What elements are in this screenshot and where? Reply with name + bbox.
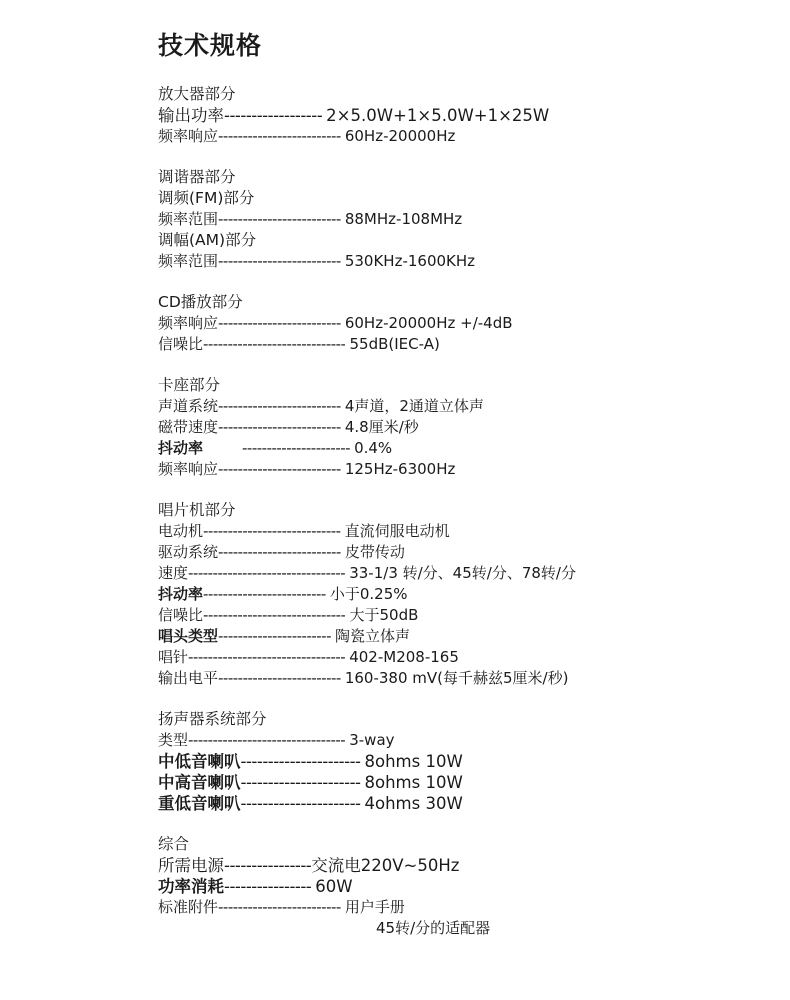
spec-label: 唱针 <box>158 648 189 666</box>
spec-label: 抖动率 <box>158 585 204 603</box>
sub-heading-fm: 调频(FM)部分 <box>158 189 255 207</box>
section-tuner <box>158 167 758 272</box>
leader-dashes: ------------------------- <box>218 127 341 145</box>
sub-heading-am: 调幅(AM)部分 <box>158 231 257 249</box>
spec-value: 用户手册 <box>344 898 405 916</box>
leader-dashes: ------------------------- <box>218 898 341 916</box>
spec-label: 驱动系统 <box>158 543 219 561</box>
spec-row <box>158 209 758 230</box>
spec-value: 8ohms 10W <box>364 773 463 792</box>
leader-dashes: ------------------------- <box>218 252 341 270</box>
spec-value: 60Hz-20000Hz <box>344 127 456 145</box>
spec-label: 重低音喇叭 <box>158 794 241 813</box>
section-cd <box>158 292 758 355</box>
spec-label: 磁带速度 <box>158 418 219 436</box>
leader-dashes: ------------------------- <box>218 460 341 478</box>
spec-value: 60W <box>315 877 353 896</box>
section-heading: CD播放部分 <box>158 293 243 311</box>
spec-label: 信噪比 <box>158 335 204 353</box>
spec-row <box>158 605 758 626</box>
spec-row <box>158 313 758 334</box>
leader-dashes: ---------------------- <box>240 752 361 771</box>
spec-value-continuation: 45转/分的适配器 <box>376 919 491 937</box>
section-amplifier <box>158 84 758 147</box>
leader-dashes: ----------------------------- <box>203 606 346 624</box>
spec-value: 直流伺服电动机 <box>344 522 450 540</box>
spec-row <box>158 668 758 689</box>
spec-row <box>158 251 758 272</box>
spec-value: 160-380 mV(每千赫兹5厘米/秒) <box>344 669 569 687</box>
spec-value: 33-1/3 转/分、45转/分、78转/分 <box>349 564 576 582</box>
spec-label: 频率响应 <box>158 460 219 478</box>
spec-row <box>158 563 758 584</box>
section-speaker <box>158 709 758 814</box>
spec-row <box>158 772 758 793</box>
leader-dashes: ---------------- <box>224 877 312 896</box>
leader-dashes: ------------------------- <box>203 585 326 603</box>
section-general <box>158 834 758 939</box>
section-turntable <box>158 500 758 689</box>
spec-value: 陶瓷立体声 <box>335 627 411 645</box>
spec-label: 唱头类型 <box>158 627 219 645</box>
leader-dashes: ------------------------- <box>218 314 341 332</box>
spec-row <box>158 793 758 814</box>
section-heading: 综合 <box>158 835 190 853</box>
spec-row <box>158 855 758 876</box>
spec-row <box>158 459 758 480</box>
spec-label: 频率响应 <box>158 127 219 145</box>
spec-row <box>158 105 758 126</box>
spec-row <box>158 751 758 772</box>
leader-dashes: -------------------------------- <box>188 648 346 666</box>
spec-label: 频率范围 <box>158 252 219 270</box>
leader-dashes: ---------------- <box>224 856 312 875</box>
leader-dashes: ------------------------- <box>218 669 341 687</box>
leader-dashes: ---------------------------- <box>203 522 341 540</box>
spec-row <box>158 126 758 147</box>
leader-dashes: ------------------------- <box>218 210 341 228</box>
spec-label: 输出电平 <box>158 669 219 687</box>
spec-value: 55dB(IEC-A) <box>349 335 440 353</box>
spec-value: 小于0.25% <box>329 585 408 603</box>
spec-value: 60Hz-20000Hz +/-4dB <box>344 314 513 332</box>
section-heading: 卡座部分 <box>158 376 221 394</box>
spec-row <box>158 647 758 668</box>
spec-value: 交流电220V~50Hz <box>311 856 460 875</box>
spec-label: 中低音喇叭 <box>158 752 241 771</box>
spec-row <box>158 542 758 563</box>
spec-row <box>158 584 758 605</box>
spec-row <box>158 396 758 417</box>
spec-row <box>158 438 758 459</box>
spec-row <box>158 730 758 751</box>
leader-dashes: -------------------------------- <box>188 564 346 582</box>
spec-label: 功率消耗 <box>158 877 224 896</box>
spec-row <box>158 626 758 647</box>
spec-value: 4.8厘米/秒 <box>344 418 419 436</box>
spec-value: 4声道，2通道立体声 <box>344 397 484 415</box>
spec-row <box>158 417 758 438</box>
leader-dashes: -------------------------------- <box>188 731 346 749</box>
spec-value: 4ohms 30W <box>364 794 463 813</box>
leader-dashes: ---------------------- <box>242 439 351 457</box>
section-heading: 调谐器部分 <box>158 168 236 186</box>
spec-value: 0.4% <box>354 439 393 457</box>
spec-value: 2×5.0W+1×5.0W+1×25W <box>326 106 550 125</box>
leader-dashes: ---------------------- <box>240 794 361 813</box>
spec-label: 频率范围 <box>158 210 219 228</box>
leader-dashes: ------------------------- <box>218 543 341 561</box>
spec-value: 皮带传动 <box>344 543 405 561</box>
spec-label: 类型 <box>158 731 189 749</box>
spec-value: 88MHz-108MHz <box>344 210 463 228</box>
leader-dashes: ------------------ <box>224 106 323 125</box>
spec-label: 电动机 <box>158 522 204 540</box>
section-heading: 扬声器系统部分 <box>158 710 267 728</box>
section-heading: 唱片机部分 <box>158 501 236 519</box>
spec-value: 125Hz-6300Hz <box>344 460 456 478</box>
section-heading: 放大器部分 <box>158 85 236 103</box>
spec-value: 530KHz-1600KHz <box>344 252 476 270</box>
spec-row <box>158 521 758 542</box>
spec-row <box>158 876 758 897</box>
leader-dashes: ------------------------- <box>218 397 341 415</box>
spec-label: 频率响应 <box>158 314 219 332</box>
spec-label: 输出功率 <box>158 106 224 125</box>
spec-label: 抖动率 <box>158 439 204 457</box>
spec-label: 声道系统 <box>158 397 219 415</box>
spec-label: 标准附件 <box>158 898 219 916</box>
spec-label: 速度 <box>158 564 189 582</box>
spec-label: 中高音喇叭 <box>158 773 241 792</box>
spec-label: 所需电源 <box>158 856 224 875</box>
spec-value: 大于50dB <box>349 606 419 624</box>
leader-dashes: ------------------------- <box>218 418 341 436</box>
spec-page <box>158 30 758 959</box>
spec-value: 3-way <box>349 731 395 749</box>
section-cassette <box>158 375 758 480</box>
spec-value: 8ohms 10W <box>364 752 463 771</box>
spec-row <box>158 897 758 918</box>
spec-value: 402-M208-165 <box>349 648 459 666</box>
page-title: 技术规格 <box>158 31 263 60</box>
leader-dashes: ----------------------- <box>218 627 332 645</box>
spec-row <box>158 334 758 355</box>
spec-label: 信噪比 <box>158 606 204 624</box>
leader-dashes: ----------------------------- <box>203 335 346 353</box>
leader-dashes: ---------------------- <box>240 773 361 792</box>
